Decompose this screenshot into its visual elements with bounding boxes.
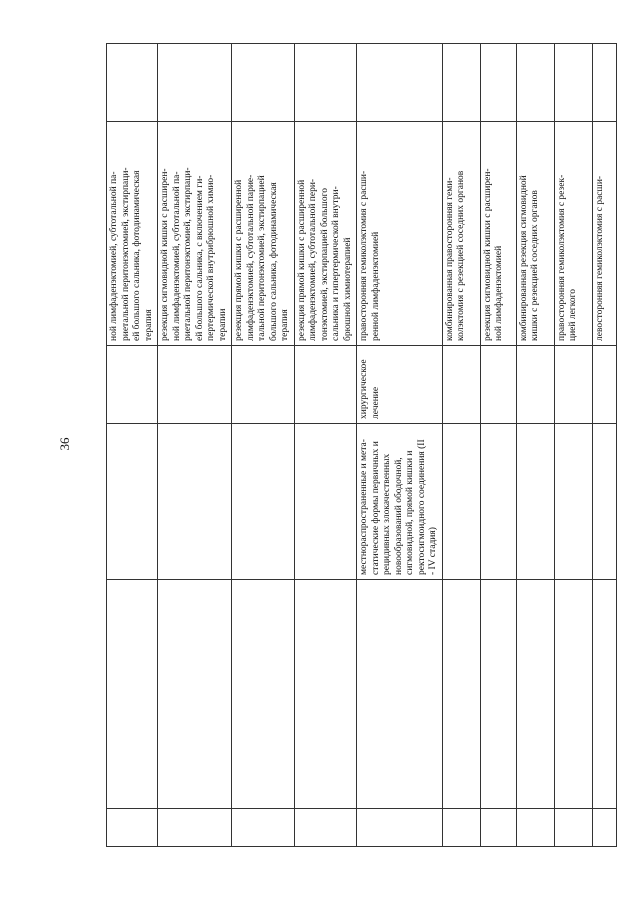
cell-text-line: правосторонняя гемиколэктомия с резек- [556, 174, 567, 341]
row-number-cell [158, 809, 232, 847]
cell-text-line: риетальной перитонэктомией, экстирпаци- [183, 167, 193, 341]
table-row [592, 44, 616, 847]
extra-cell [442, 44, 480, 122]
section-cell [294, 580, 357, 809]
cell-text-line: ей большого сальника, фотодинамическая [132, 170, 142, 341]
diagnosis-cell [158, 424, 232, 580]
extra-cell [158, 44, 232, 122]
section-cell [442, 580, 480, 809]
treatment-type-cell [357, 346, 443, 424]
cell-text-line: рецидивных злокачественных [382, 453, 392, 575]
method-cell [480, 122, 516, 346]
extra-cell [592, 44, 616, 122]
cell-text-line: статические формы первичных и [370, 441, 381, 575]
row-number-cell [554, 809, 592, 847]
treatment-type-cell [158, 346, 232, 424]
cell-text-line: лимфаденэктомией, субтотальной пери- [308, 178, 318, 341]
cell-text-line: пертермической внутрибрюшной химио- [206, 174, 216, 341]
extra-cell [107, 44, 158, 122]
cell-text-line: лечение [370, 386, 381, 419]
cell-text-line: сигмовидной, прямой кишки и [405, 450, 415, 575]
extra-cell [480, 44, 516, 122]
diagnosis-cell [107, 424, 158, 580]
cell-text-line: хирургическое [359, 359, 369, 419]
row-number-cell [480, 809, 516, 847]
cell-text-line: комбинированная резекция сигмовидной [518, 175, 529, 341]
row-number-cell [442, 809, 480, 847]
extra-cell [294, 44, 357, 122]
table-row [516, 44, 554, 847]
diagnosis-cell [442, 424, 480, 580]
cell-text-line: ей большого сальника, с включением ги- [194, 175, 205, 341]
treatment-type-cell [442, 346, 480, 424]
row-number-cell [592, 809, 616, 847]
treatment-type-cell [107, 346, 158, 424]
table-row [554, 44, 592, 847]
cell-text-line: - IV стадия) [428, 527, 438, 575]
treatment-type-cell [232, 346, 295, 424]
table-row [357, 44, 443, 847]
table-row [158, 44, 232, 847]
extra-cell [232, 44, 295, 122]
method-cell [232, 122, 295, 346]
method-cell [554, 122, 592, 346]
diagnosis-cell [592, 424, 616, 580]
diagnosis-cell [554, 424, 592, 580]
table-row [107, 44, 158, 847]
treatment-table [106, 43, 617, 847]
cell-text-line: комбинированная правосторонняя геми- [444, 177, 455, 341]
method-cell [107, 122, 158, 346]
cell-text-line: левосторонняя гемиколэктомия с расши- [594, 175, 605, 341]
cell-text-line: тальной перитонэктомией, экстирпацией [257, 175, 267, 341]
extra-cell [516, 44, 554, 122]
cell-text-line: сальника и гипертермической внутри- [331, 186, 341, 341]
method-cell [158, 122, 232, 346]
cell-text-line: местнораспространенные и мета- [359, 439, 369, 575]
cell-text-line: ной лимфаденэктомией [494, 245, 504, 341]
cell-text-line: новообразований ободочной, [393, 457, 404, 575]
method-cell [592, 122, 616, 346]
diagnosis-cell [294, 424, 357, 580]
row-number-cell [107, 809, 158, 847]
method-cell [357, 122, 443, 346]
cell-text-line: терапии [217, 308, 228, 341]
cell-text-line: резекция сигмовидной кишки с расширен- [482, 168, 493, 341]
cell-text-line: цией легкого [568, 289, 578, 341]
table-row [480, 44, 516, 847]
diagnosis-cell [480, 424, 516, 580]
cell-text-line: терапия [143, 309, 154, 341]
cell-text-line: тонэктомией, экстирпацией большого [319, 188, 330, 341]
extra-cell [554, 44, 592, 122]
cell-text-line: большого сальника, фотодинамическая [268, 182, 279, 341]
cell-text-line: ной лимфаденэктомией, субтотальной па- [171, 171, 182, 341]
method-cell [294, 122, 357, 346]
row-number-cell [357, 809, 443, 847]
page-number: 36 [57, 437, 72, 451]
cell-text-line: ректосигмоидного соединения (II [416, 439, 427, 575]
section-cell [107, 580, 158, 809]
diagnosis-cell [357, 424, 443, 580]
cell-text-line: лимфаденэктомией, субтотальной парие- [245, 174, 256, 341]
cell-text-line: резекция прямой кишки с расширенной [296, 179, 307, 341]
section-cell [516, 580, 554, 809]
cell-text-line: резекция прямой кишки с расширенной [234, 179, 244, 341]
cell-text-line: риетальной перитонэктомией, экстирпаци- [120, 167, 131, 341]
cell-text-line: ной лимфаденэктомией, субтотальной па- [109, 171, 119, 341]
table-row [294, 44, 357, 847]
row-number-cell [294, 809, 357, 847]
cell-text-line: колэктомия с резекцией соседних органов [456, 170, 466, 341]
cell-text-line: кишки с резекцией соседних органов [530, 190, 540, 341]
row-number-cell [232, 809, 295, 847]
row-number-cell [516, 809, 554, 847]
cell-text-line: резекция сигмовидной кишки с расширен- [160, 168, 170, 341]
treatment-type-cell [480, 346, 516, 424]
cell-text-line: правосторонняя гемиколэктомия с расши- [359, 170, 369, 341]
section-cell [592, 580, 616, 809]
cell-text-line: ренной лимфаденэктомией [370, 231, 381, 341]
treatment-type-cell [516, 346, 554, 424]
treatment-type-cell [592, 346, 616, 424]
cell-text-line: терапия [280, 309, 290, 341]
section-cell [232, 580, 295, 809]
method-cell [516, 122, 554, 346]
section-cell [357, 580, 443, 809]
treatment-type-cell [554, 346, 592, 424]
table-row [232, 44, 295, 847]
section-cell [480, 580, 516, 809]
section-cell [158, 580, 232, 809]
extra-cell [357, 44, 443, 122]
section-cell [554, 580, 592, 809]
table-body [107, 44, 617, 847]
cell-text-line: брюшной химиотерапией [342, 237, 353, 341]
treatment-type-cell [294, 346, 357, 424]
table-row [442, 44, 480, 847]
diagnosis-cell [516, 424, 554, 580]
diagnosis-cell [232, 424, 295, 580]
rotated-table-container [106, 44, 605, 847]
method-cell [442, 122, 480, 346]
